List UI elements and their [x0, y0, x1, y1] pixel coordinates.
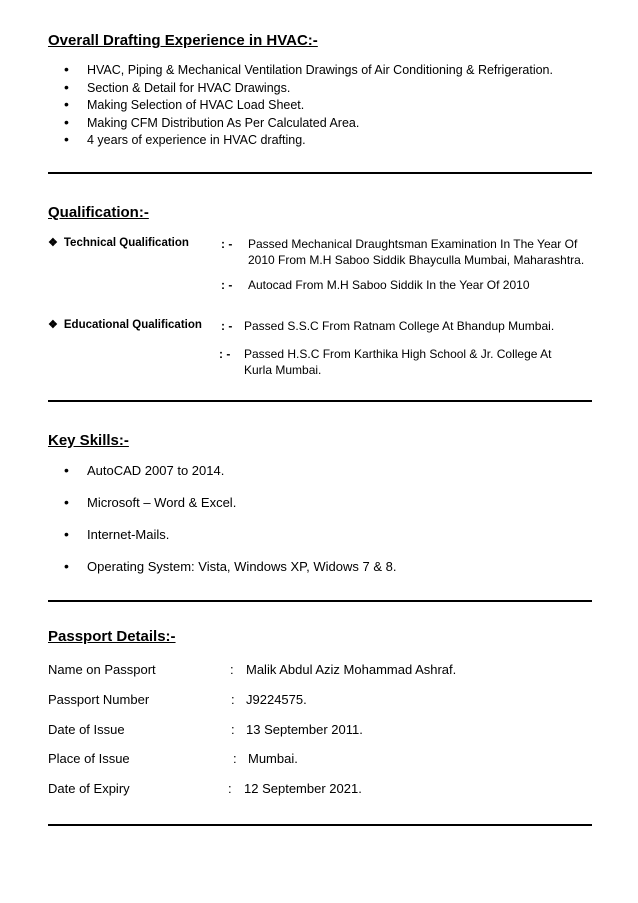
separator: : [231, 722, 235, 737]
passport-heading: Passport Details:- [48, 628, 176, 645]
section-divider [48, 172, 592, 174]
qualification-entry: Passed H.S.C From Karthika High School & Jr. College At Kurla Mumbai. [244, 347, 552, 377]
separator: : - [221, 278, 233, 292]
separator: : [233, 751, 237, 766]
separator: : [228, 781, 232, 796]
passport-value: J9224575. [246, 692, 307, 707]
list-item: • Making Selection of HVAC Load Sheet. [64, 97, 553, 115]
passport-label: Date of Issue [48, 722, 125, 737]
list-item: • HVAC, Piping & Mechanical Ventilation Drawings of Air Conditioning & Refrigeration. [64, 62, 553, 80]
passport-value: Mumbai. [248, 751, 298, 766]
passport-value: 12 September 2021. [244, 781, 362, 796]
separator: : [230, 662, 234, 677]
experience-list [64, 62, 553, 150]
list-item: • Microsoft – Word & Excel. [64, 495, 396, 527]
passport-value: 13 September 2011. [246, 722, 363, 737]
qualification-entry: Passed S.S.C From Ratnam College At Bhandup Mumbai. [244, 319, 555, 333]
list-item: • Section & Detail for HVAC Drawings. [64, 80, 553, 98]
qualification-entry: Autocad From M.H Saboo Siddik In the Year Of 2010 [248, 278, 530, 292]
technical-qualification-label: ❖ Technical Qualification [48, 237, 189, 249]
separator: : - [221, 319, 233, 333]
list-item: • AutoCAD 2007 to 2014. [64, 463, 396, 495]
section-divider [48, 600, 592, 602]
qualification-entry: Passed Mechanical Draughtsman Examination In The Year Of 2010 From M.H Saboo Siddik Bhayculla Mumbai, Maharashtra. [248, 237, 585, 267]
educational-qualification-label: ❖ Educational Qualification [48, 319, 202, 331]
skills-heading: Key Skills:- [48, 432, 129, 449]
section-divider [48, 824, 592, 826]
passport-label: Place of Issue [48, 751, 130, 766]
skills-list [64, 463, 396, 591]
passport-value: Malik Abdul Aziz Mohammad Ashraf. [246, 662, 457, 677]
passport-label: Passport Number [48, 692, 150, 707]
separator: : - [221, 237, 233, 251]
list-item: • Internet-Mails. [64, 527, 396, 559]
separator: : [231, 692, 235, 707]
separator: : - [219, 347, 231, 361]
list-item: • Operating System: Vista, Windows XP, Widows 7 & 8. [64, 559, 396, 591]
section-divider [48, 400, 592, 402]
diamond-bullet-icon: ❖ [48, 237, 58, 249]
passport-label: Name on Passport [48, 662, 156, 677]
diamond-bullet-icon: ❖ [48, 319, 58, 331]
list-item: • Making CFM Distribution As Per Calculated Area. [64, 115, 553, 133]
experience-heading: Overall Drafting Experience in HVAC:- [48, 32, 318, 49]
list-item: • 4 years of experience in HVAC drafting. [64, 132, 553, 150]
passport-label: Date of Expiry [48, 781, 130, 796]
qualification-heading: Qualification:- [48, 204, 149, 221]
